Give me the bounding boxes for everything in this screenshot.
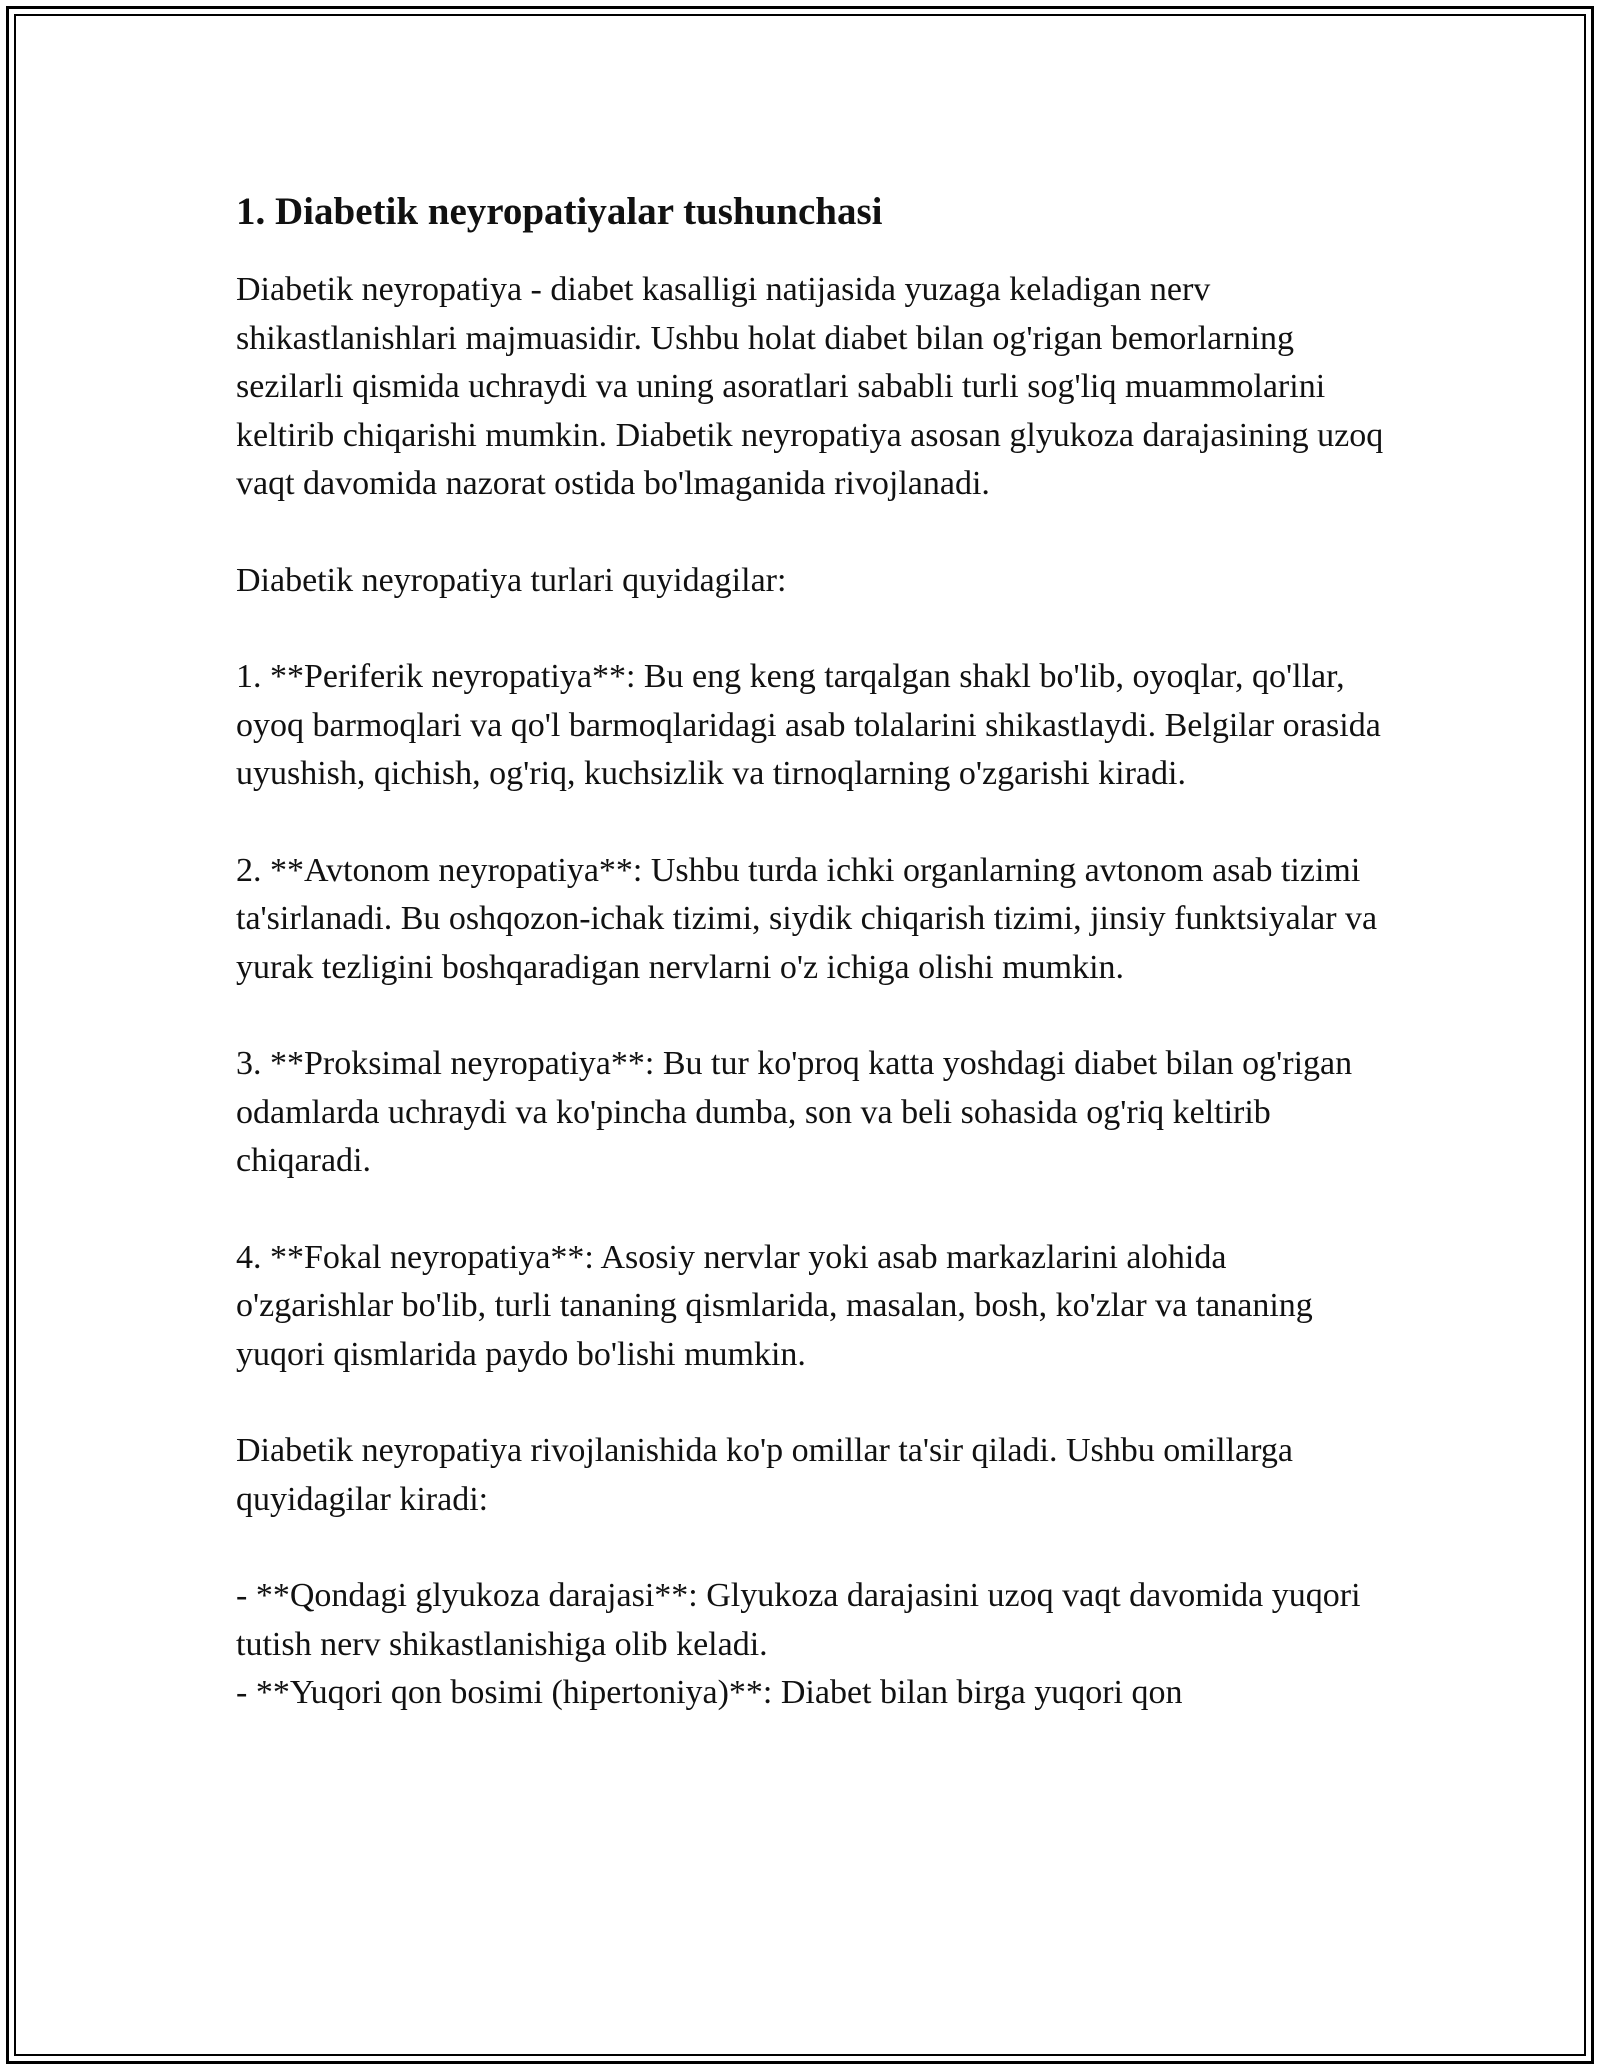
document-body [236,188,1386,1718]
factor-item-blood-pressure: - **Yuqori qon bosimi (hipertoniya)**: Diabet bilan birga yuqori qon [236,1674,1183,1711]
types-intro-paragraph: Diabetik neyropatiya turlari quyidagilar: [236,561,787,599]
list-item-proximal: 3. **Proksimal neyropatiya**: Bu tur ko'proq katta yoshdagi diabet bilan og'rigan odamlarda uchraydi va ko'pincha dumba, son va beli sohasida og'riq keltirib chiqaradi. [236,1045,1353,1179]
list-item-autonomic: 2. **Avtonom neyropatiya**: Ushbu turda ichki organlarning avtonom asab tizimi ta'sirlanadi. Bu oshqozon-ichak tizimi, siydik chiqarish tizimi, jinsiy funktsiyalar va yurak tezligini boshqaradigan nervlarni o'z ichiga olishi mumkin. [236,851,1378,986]
factor-item-glucose: - **Qondagi glyukoza darajasi**: Glyukoza darajasini uzoq vaqt davomida yuqori tutish nerv shikastlanishiga olib keladi. [236,1577,1361,1663]
list-item-peripheral: 1. **Periferik neyropatiya**: Bu eng keng tarqalgan shakl bo'lib, oyoqlar, qo'llar, oyoq barmoqlari va qo'l barmoqlaridagi asab tolalarini shikastlaydi. Belgilar orasida uyushish, qichish, og'riq, kuchsizlik va tirnoqlarning o'zgarishi kiradi. [236,658,1381,792]
factors-intro-paragraph: Diabetik neyropatiya rivojlanishida ko'p omillar ta'sir qiladi. Ushbu omillarga quyidagilar kiradi: [236,1432,1293,1518]
section-heading: 1. Diabetik neyropatiyalar tushunchasi [236,190,883,233]
list-item-focal: 4. **Fokal neyropatiya**: Asosiy nervlar yoki asab markazlarini alohida o'zgarishlar bo'lib, turli tananing qismlarida, masalan, bosh, ko'zlar va tananing yuqori qismlarida paydo bo'lishi mumkin. [236,1238,1313,1373]
intro-paragraph: Diabetik neyropatiya - diabet kasalligi natijasida yuzaga keladigan nerv shikastlanishlari majmuasidir. Ushbu holat diabet bilan og'rigan bemorlarning sezilarli qismida uchraydi va uning asoratlari sababli turli sog'liq muammolarini keltirib chiqarishi mumkin. Diabetik neyropatiya asosan glyukoza darajasining uzoq vaqt davomida nazorat ostida bo'lmaganida rivojlanadi. [236,271,1384,502]
